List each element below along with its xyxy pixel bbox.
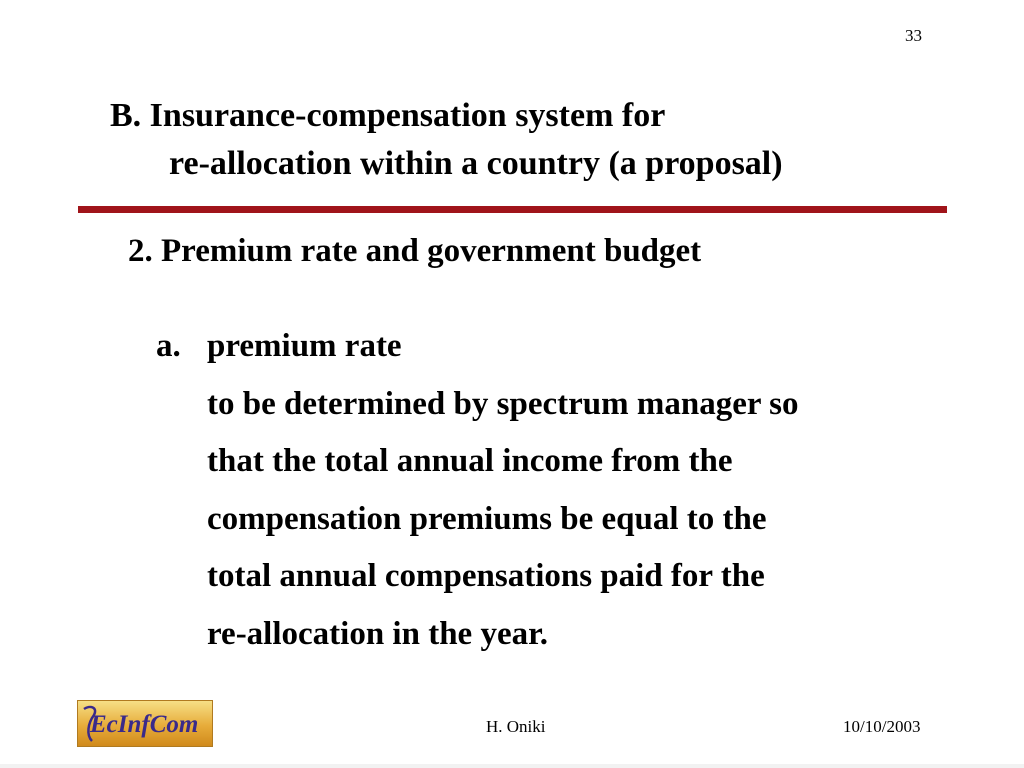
body-line-1: to be determined by spectrum manager so (207, 385, 799, 422)
list-item-marker: a. (156, 328, 181, 364)
body-line-4: total annual compensations paid for the (207, 558, 765, 594)
page-number: 33 (905, 26, 922, 45)
slide-title-line-1: B. Insurance-compensation system for (110, 97, 666, 134)
footer-date: 10/10/2003 (843, 717, 921, 736)
list-item-body (156, 376, 799, 664)
ecinfcom-logo (77, 700, 213, 747)
section-heading: 2. Premium rate and government budget (128, 233, 702, 269)
body-line-5: re-allocation in the year. (207, 615, 548, 652)
list-item-heading: premium rate (207, 328, 402, 364)
list-item (156, 318, 799, 663)
logo-wordmark: EcInfCom (90, 711, 199, 738)
body-line-2: that the total annual income from the (207, 443, 733, 479)
bottom-band (0, 764, 1024, 768)
title-divider (78, 206, 947, 213)
body-line-3: compensation premiums be equal to the (207, 500, 767, 537)
slide-title (110, 92, 783, 188)
slide-title-line-2: re-allocation within a country (a proposal) (169, 145, 783, 182)
footer-author: H. Oniki (486, 717, 546, 736)
